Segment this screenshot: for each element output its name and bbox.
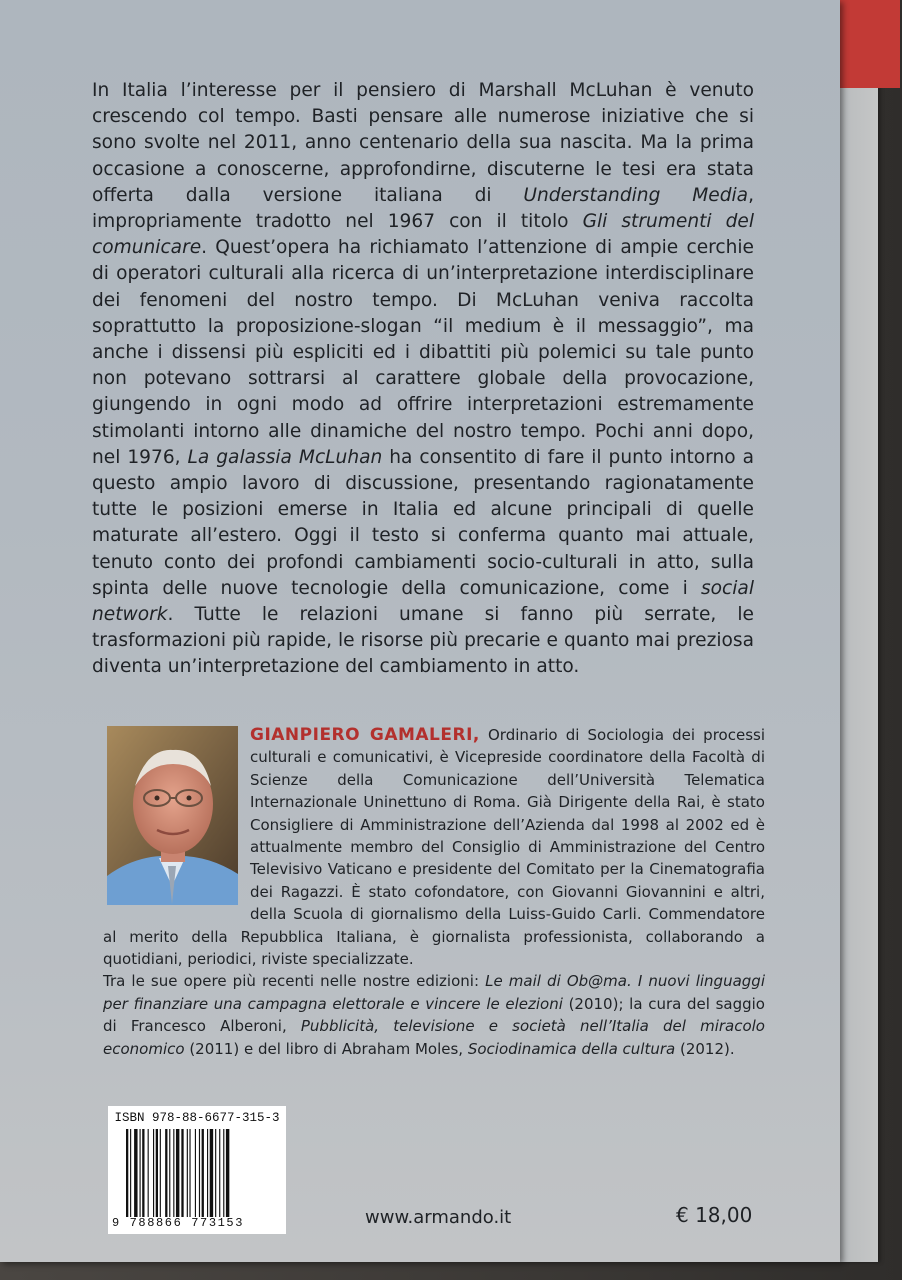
barcode-bar <box>160 1129 161 1217</box>
blurb-text: In Italia l’interesse per il pensiero di Marshall McLuhan è venuto crescendo col tempo. Basti pensare alle numerose iniziative che si sono svolte nel 2011, anno centenario della sua nascita. Ma la prima occasione a conoscerne, approfondirne, discuterne le tesi era stata offerta dalla versione italiana di <box>92 80 754 206</box>
isbn-number: ISBN 978-88-6677-315-3 <box>114 1111 280 1125</box>
author-name: GIANPIERO GAMALERI, <box>250 725 480 745</box>
barcode-bar <box>148 1129 149 1217</box>
barcode <box>124 1129 274 1217</box>
work-title: Sociodinamica della cultura <box>467 1039 676 1058</box>
work-info: (2012). <box>675 1039 735 1058</box>
barcode-bar <box>195 1129 196 1217</box>
barcode-bar <box>173 1129 174 1217</box>
barcode-bar <box>219 1129 220 1217</box>
barcode-bar <box>140 1129 141 1217</box>
barcode-bar <box>207 1129 208 1217</box>
title-gli-strumenti: Gli strumenti del comunicare <box>92 211 754 259</box>
barcode-bar <box>215 1129 216 1217</box>
barcode-bar <box>165 1129 167 1217</box>
title-understanding-media: Understanding Media <box>523 184 749 206</box>
barcode-bar <box>169 1129 170 1217</box>
barcode-bar <box>134 1129 137 1217</box>
ean-digits: 9 788866 773153 <box>112 1216 245 1230</box>
blurb-text: , impropriamente tradotto nel 1967 con il titolo <box>92 184 754 233</box>
barcode-bar <box>181 1129 183 1217</box>
title-la-galassia: La galassia McLuhan <box>187 446 383 468</box>
barcode-bar <box>189 1129 190 1217</box>
barcode-bar <box>130 1129 131 1217</box>
work-info: (2010); la cura del saggio di Francesco Alberoni, <box>103 994 765 1036</box>
barcode-bar <box>156 1129 158 1217</box>
barcode-bar <box>153 1129 154 1217</box>
barcode-bar <box>210 1129 213 1217</box>
works-intro: Tra le sue opere più recenti nelle nostre edizioni: <box>103 972 486 991</box>
barcode-bar <box>187 1129 188 1217</box>
barcode-bar <box>142 1129 144 1217</box>
blurb-text: . Quest’opera ha richiamato l’attenzione di ampie cerchie di operatori culturali alla ricerca di un’interpretazione interdisciplinare dei fenomeni del nostro tempo. Di McLuhan veniva raccolta soprattutto la proposizione-slogan “il medium è il messaggio”, ma anche i dissensi più espliciti ed i dibattiti più polemici su tale punto non potevano sottrarsi al carattere globale della provocazione, giungendo in ogni modo ad offrire interpretazioni estremamente stimolanti intorno alle dinamiche del nostro tempo. Pochi anni dopo, nel 1976, <box>92 237 754 468</box>
author-bio <box>103 724 765 1060</box>
price-label: € 18,00 <box>676 1203 753 1227</box>
book-blurb <box>92 78 754 681</box>
barcode-bar <box>223 1129 224 1217</box>
barcode-bar <box>199 1129 200 1217</box>
red-spine-band <box>836 0 900 88</box>
work-title: Pubblicità, televisione e società nell’Italia del miracolo economico <box>103 1017 765 1058</box>
blurb-text: ha consentito di fare il punto intorno a questo ampio lavoro di discussione, presentando ragionatamente tutte le posizioni emerse in Italia ed alcune principali di quelle maturate all’estero. Oggi il testo si conferma quanto mai attuale, tenuto conto dei profondi cambiamenti socio-culturali in atto, sulla spinta delle nuove tecnologie della comunicazione, come i <box>92 446 754 599</box>
author-bio-text: Ordinario di Sociologia dei processi culturali e comunicativi, è Vicepreside coordinatore della Facoltà di Scienze della Comunicazione dell’Università Telematica Internazionale Uninettuno di Roma. Già Dirigente della Rai, è stato Consigliere di Amministrazione dell’Azienda dal 1998 al 2002 ed è attualmente membro del Consiglio di Amministrazione del Centro Televisivo Vaticano e presidente del Comitato per la Cinematografia dei Ragazzi. È stato cofondatore, con Giovanni Giovannini e altri, della Scuola di giornalismo della Luiss-Guido Carli. Commendatore al merito della Repubblica Italiana, è giornalista professionista, collaborando a quotidiani, periodici, riviste specializzate. <box>103 726 765 969</box>
barcode-label <box>108 1106 286 1234</box>
cover-edge <box>840 0 878 1262</box>
publisher-website[interactable]: www.armando.it <box>365 1207 512 1228</box>
barcode-bar <box>226 1129 229 1217</box>
work-title: Le mail di Ob@ma. I nuovi linguaggi per finanziare una campagna elettorale e vincere le elezioni <box>103 972 765 1013</box>
barcode-bar <box>202 1129 204 1217</box>
barcode-bar <box>176 1129 179 1217</box>
term-social-network: social network <box>92 577 754 626</box>
work-info: (2011) e del libro di Abraham Moles, <box>184 1039 468 1058</box>
barcode-bar <box>126 1129 128 1217</box>
blurb-text: . Tutte le relazioni umane si fanno più serrate, le trasformazioni più rapide, le risorse più precarie e quanto mai preziosa diventa un’interpretazione del cambiamento in atto. <box>92 604 754 678</box>
